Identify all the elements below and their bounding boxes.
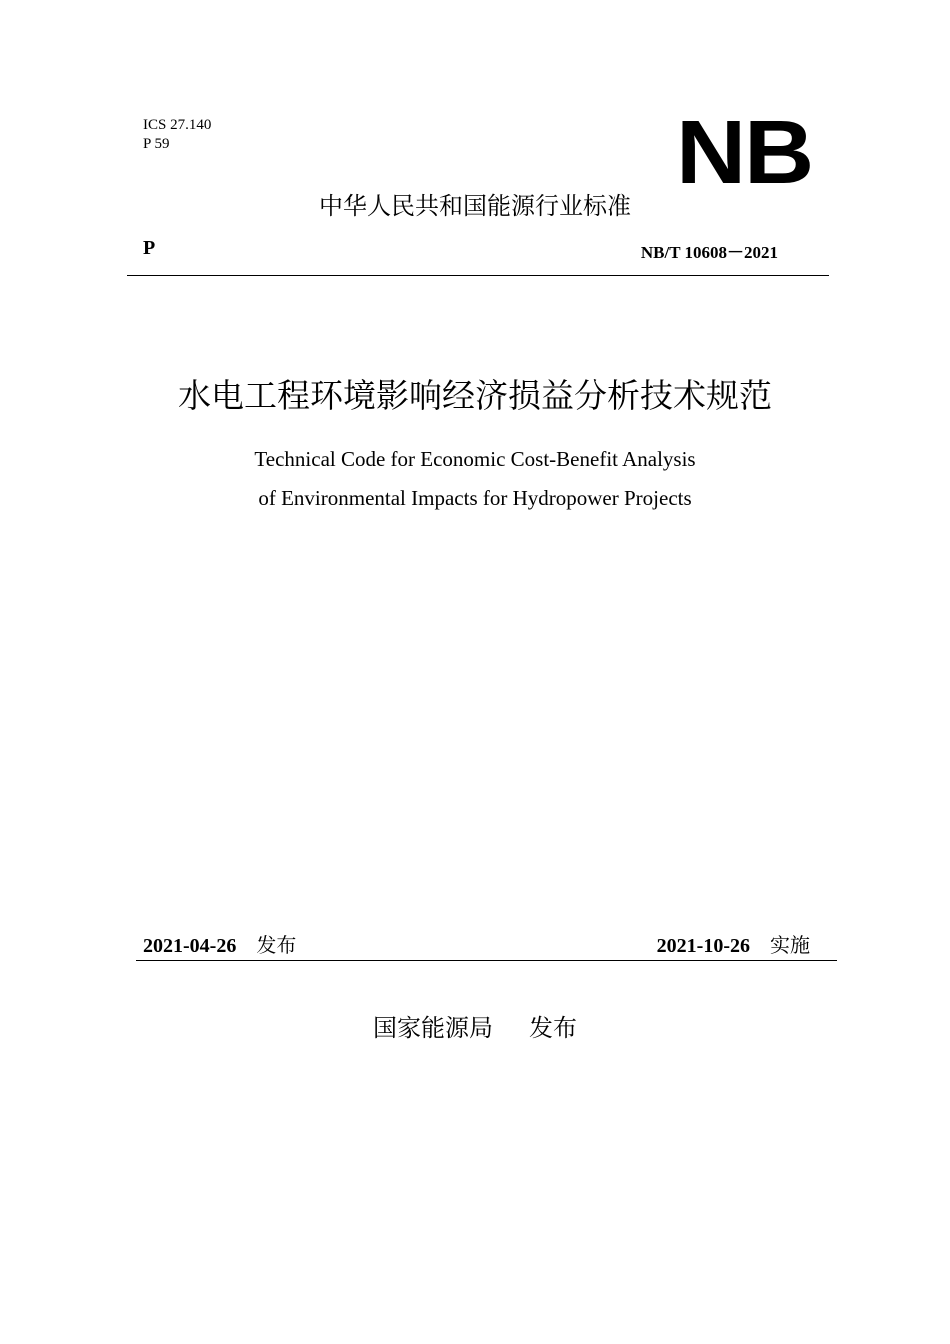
issue-date: 2021-04-26	[143, 935, 237, 957]
issue-date-block	[143, 929, 296, 958]
standard-category-text: 中华人民共和国能源行业标准	[319, 192, 631, 220]
classification-codes	[143, 116, 211, 154]
publisher-name: 国家能源局	[373, 1014, 493, 1042]
header-divider	[127, 275, 829, 276]
implement-label: 实施	[770, 933, 810, 957]
ccs-code: P 59	[143, 136, 170, 152]
issue-label: 发布	[256, 933, 297, 957]
implement-date: 2021-10-26	[656, 935, 750, 957]
title-english	[0, 440, 950, 518]
prefix-letter: P	[143, 237, 156, 259]
publisher-label: 发布	[529, 1014, 577, 1042]
title-chinese: 水电工程环境影响经济损益分析技术规范	[178, 376, 772, 415]
footer-divider	[136, 960, 837, 961]
title-english-line-2: of Environmental Impacts for Hydropower Projects	[258, 486, 692, 510]
ics-code: ICS 27.140	[143, 117, 212, 133]
nb-logo: NB	[676, 103, 813, 203]
publisher-block	[0, 1008, 950, 1043]
title-english-line-1: Technical Code for Economic Cost-Benefit Analysis	[254, 447, 696, 471]
standard-category	[0, 190, 950, 222]
standard-number: NB/T 10608－2021	[640, 243, 778, 262]
implement-date-block	[657, 929, 810, 958]
